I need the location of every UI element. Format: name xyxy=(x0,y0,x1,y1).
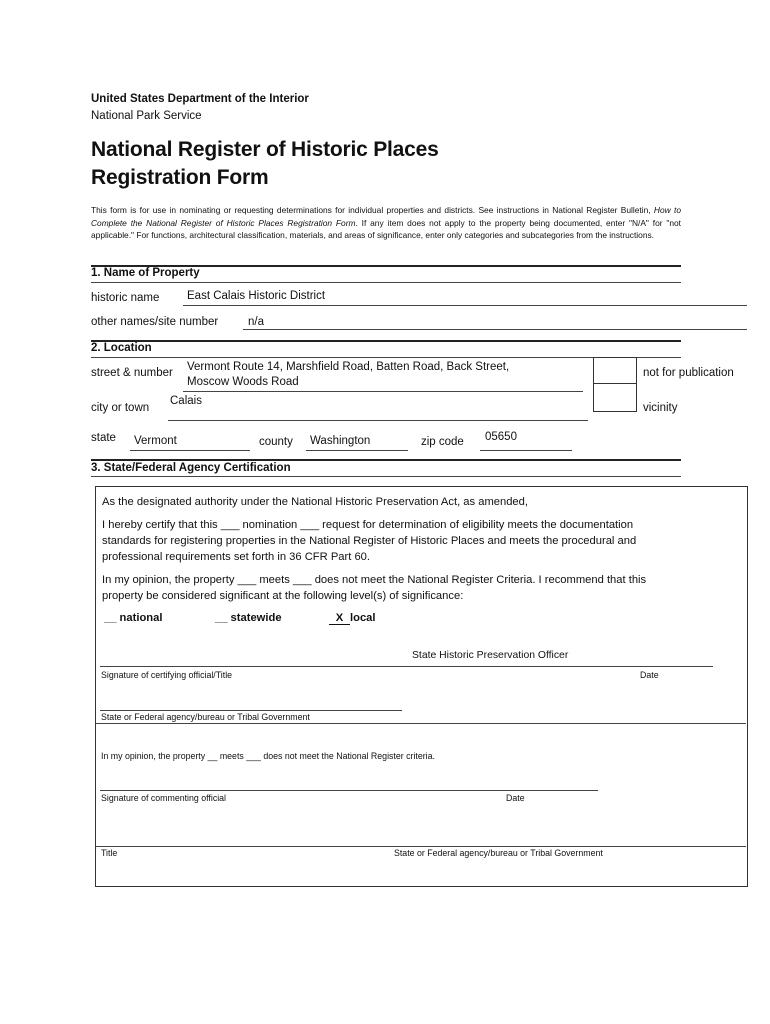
level-national-option[interactable]: __ national xyxy=(104,612,163,624)
cert-opinion-line2: property be considered significant at the following level(s) of significance: xyxy=(102,590,464,602)
section3-top-rule xyxy=(91,459,681,461)
intro-text-1: This form is for use in nominating or requesting determinations for individual properties and districts. See instructions in National Register Bulletin, xyxy=(91,205,654,215)
state-underline xyxy=(130,450,250,451)
level-local-option[interactable] xyxy=(329,612,376,625)
certification-divider xyxy=(96,723,746,724)
cert-certify-line3: professional requirements set forth in 36 CFR Part 60. xyxy=(102,551,371,563)
other-names-underline xyxy=(243,329,747,330)
county-label: county xyxy=(259,436,293,448)
city-label: city or town xyxy=(91,402,150,414)
zip-underline xyxy=(480,450,572,451)
cert-certify-line2: standards for registering properties in the National Register of Historic Places and meets the procedural and xyxy=(102,535,637,547)
historic-name-underline xyxy=(183,305,747,306)
cert-opinion-line1: In my opinion, the property ___ meets ___ does not meet the National Register Criteria. I recommend that this xyxy=(102,574,647,586)
state-label: state xyxy=(91,432,116,444)
section3-bottom-rule xyxy=(91,476,681,477)
section1-heading: 1. Name of Property xyxy=(91,267,200,279)
intro-italic-text: How to Complete the National Register of Historic Places Registration Form xyxy=(91,205,681,228)
level-local-label: local xyxy=(350,612,376,624)
section3-heading: 3. State/Federal Agency Certification xyxy=(91,462,291,474)
street-field-line1[interactable]: Vermont Route 14, Marshfield Road, Batten Road, Back Street, xyxy=(187,361,510,373)
street-underline xyxy=(183,391,583,392)
title-label: Title xyxy=(101,848,118,858)
county-field[interactable]: Washington xyxy=(310,435,371,447)
cert-authority-text: As the designated authority under the National Historic Preservation Act, as amended, xyxy=(102,496,528,508)
intro-text-2: . If any item does not apply to the property being documented, enter "N/A" for "not applicable." For functions, architectural classification, materials, and areas of significance, enter only categories and subcategories from the instructions. xyxy=(91,217,681,241)
certifying-signature-label: Signature of certifying official/Title xyxy=(101,670,233,680)
zip-field[interactable]: 05650 xyxy=(485,431,517,443)
level-local-mark: X xyxy=(329,612,350,625)
vicinity-checkbox[interactable] xyxy=(593,383,637,412)
intro-paragraph xyxy=(91,204,681,242)
not-for-publication-checkbox[interactable] xyxy=(593,357,637,384)
commenting-opinion-text: In my opinion, the property __ meets ___ does not meet the National Register criteria. xyxy=(101,751,435,761)
street-label: street & number xyxy=(91,367,173,379)
cert-certify-line1: I hereby certify that this ___ nomination ___ request for determination of eligibility meets the documentation xyxy=(102,519,634,531)
agency-name: United States Department of the Interior xyxy=(91,93,309,105)
officer-title-value: State Historic Preservation Officer xyxy=(412,650,569,661)
level-statewide-option[interactable]: __ statewide xyxy=(215,612,282,624)
section1-bottom-rule xyxy=(91,282,681,283)
street-field-line2[interactable]: Moscow Woods Road xyxy=(187,376,299,388)
title-agency-line[interactable] xyxy=(96,846,746,847)
commenting-date-label: Date xyxy=(506,793,525,803)
agency-label: State or Federal agency/bureau or Tribal Government xyxy=(101,712,310,722)
form-title-line1: National Register of Historic Places xyxy=(91,138,439,161)
city-field[interactable]: Calais xyxy=(170,395,202,407)
vicinity-label: vicinity xyxy=(643,402,678,414)
certifying-date-label: Date xyxy=(640,670,659,680)
section2-top-rule xyxy=(91,340,681,342)
state-field[interactable]: Vermont xyxy=(134,435,177,447)
other-names-label: other names/site number xyxy=(91,316,219,328)
historic-name-field[interactable]: East Calais Historic District xyxy=(187,290,326,302)
other-names-field[interactable]: n/a xyxy=(248,316,264,328)
certifying-signature-line[interactable] xyxy=(100,666,713,667)
commenting-signature-label: Signature of commenting official xyxy=(101,793,227,803)
zip-label: zip code xyxy=(421,436,464,448)
service-name: National Park Service xyxy=(91,110,202,122)
not-for-publication-label: not for publication xyxy=(643,367,734,379)
section2-heading: 2. Location xyxy=(91,342,152,354)
historic-name-label: historic name xyxy=(91,292,160,304)
county-underline xyxy=(306,450,408,451)
city-underline xyxy=(168,420,588,421)
commenting-signature-line[interactable] xyxy=(100,790,598,791)
form-title-line2: Registration Form xyxy=(91,166,269,189)
agency-signature-line[interactable] xyxy=(100,710,402,711)
agency-label-2: State or Federal agency/bureau or Tribal Government xyxy=(394,848,603,858)
